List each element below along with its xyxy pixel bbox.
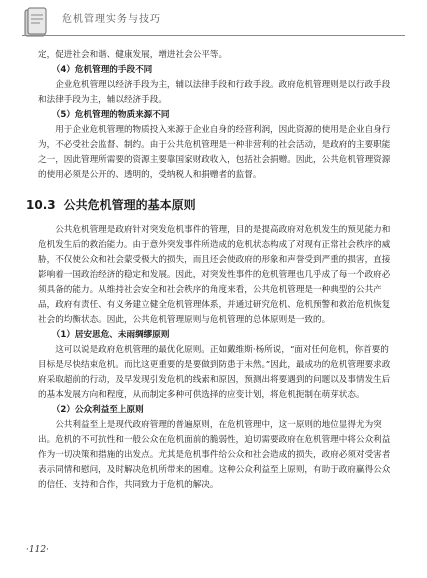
subheading-5: （5）危机管理的物质来源不同 bbox=[51, 110, 170, 120]
paragraph-resources: 用于企业危机管理的物质投入来源于企业自身的经营利润，因此资源的使用是企业自身行为，不必受社会监督、制约。由于公共危机管理是一种非营利的社会活动，是政府的主要职能之一，因此管理所需要的资源主要靠国家财政收入，包括社会捐赠。因此，公共危机管理资源的使用必须是公开的、透明的，受纳税人和捐赠者的监督。 bbox=[38, 125, 391, 180]
paragraph-prevention: 这可以说是政府危机管理的最优化原则。正如戴维斯·杨所说，“面对任何危机，你首要的目标是尽快结束危机。而比这更重要的是要做到防患于未然。”因此，最成功的危机管理要求政府采取超前的行动，及早发现引发危机的线索和原因，预测出将要遇到的问题以及事情发生后的基本发展方向和程度，从而制定多种可供选择的应变计划，将危机扼制在萌芽状态。 bbox=[38, 345, 391, 400]
paragraph-top: 定，促进社会和谐、健康发展，增进社会公平等。 bbox=[38, 50, 228, 60]
paragraph-public-interest: 公共利益至上是现代政府管理的普遍原则，在危机管理中，这一原则的地位显得尤为突出。危机的不可抗性和一般公众在危机面前的脆弱性，迫切需要政府在危机管理中将公众利益作为一切决策和措施的出发点。尤其是危机事件给公众和社会造成的损失，政府必须对受害者表示同情和慰问，及时解决危机所带来的困难。这种公众利益至上原则，有助于政府赢得公众的信任、支持和合作，共同致力于危机的解决。 bbox=[38, 420, 391, 490]
paragraph-main: 公共危机管理是政府针对突发危机事件的管理，目的是提高政府对危机发生的预见能力和危机发生后的救治能力。由于意外突发事件所造成的危机状态构成了对现有正常社会秩序的威胁，不仅使公众和社会蒙受极大的损失，而且还会使政府的形象和声誉受到严重的损害，直接影响着一国政治经济的稳定和发展。因此，对突发性事件的危机管理也几乎成了每一个政府必须具备的能力。从维持社会安全和社会秩序的角度来看，公共危机管理是一种典型的公共产品，政府有责任、有义务建立健全危机管理体系，并通过研究危机、危机预警和救治危机恢复社会的均衡状态。因此，公共危机管理原则与危机管理的总体原则是一致的。 bbox=[38, 225, 391, 325]
subheading-1: （1）居安思危、未雨绸缪原则 bbox=[51, 330, 170, 340]
section-number: 10.3 bbox=[26, 198, 56, 212]
page-number: ·112· bbox=[26, 545, 49, 555]
paragraph-means: 企业危机管理以经济手段为主，辅以法律手段和行政手段。政府危机管理则是以行政手段和法律手段为主，辅以经济手段。 bbox=[38, 80, 391, 105]
section-heading bbox=[26, 197, 393, 213]
subheading-4: （4）危机管理的手段不同 bbox=[51, 65, 153, 75]
section-title: 公共危机管理的基本原则 bbox=[63, 198, 196, 212]
header-rule bbox=[22, 35, 405, 36]
page-header bbox=[0, 0, 427, 44]
running-head-title: 危机管理实务与技巧 bbox=[62, 14, 161, 25]
subheading-2: （2）公众利益至上原则 bbox=[51, 405, 144, 415]
page-body bbox=[26, 48, 393, 493]
